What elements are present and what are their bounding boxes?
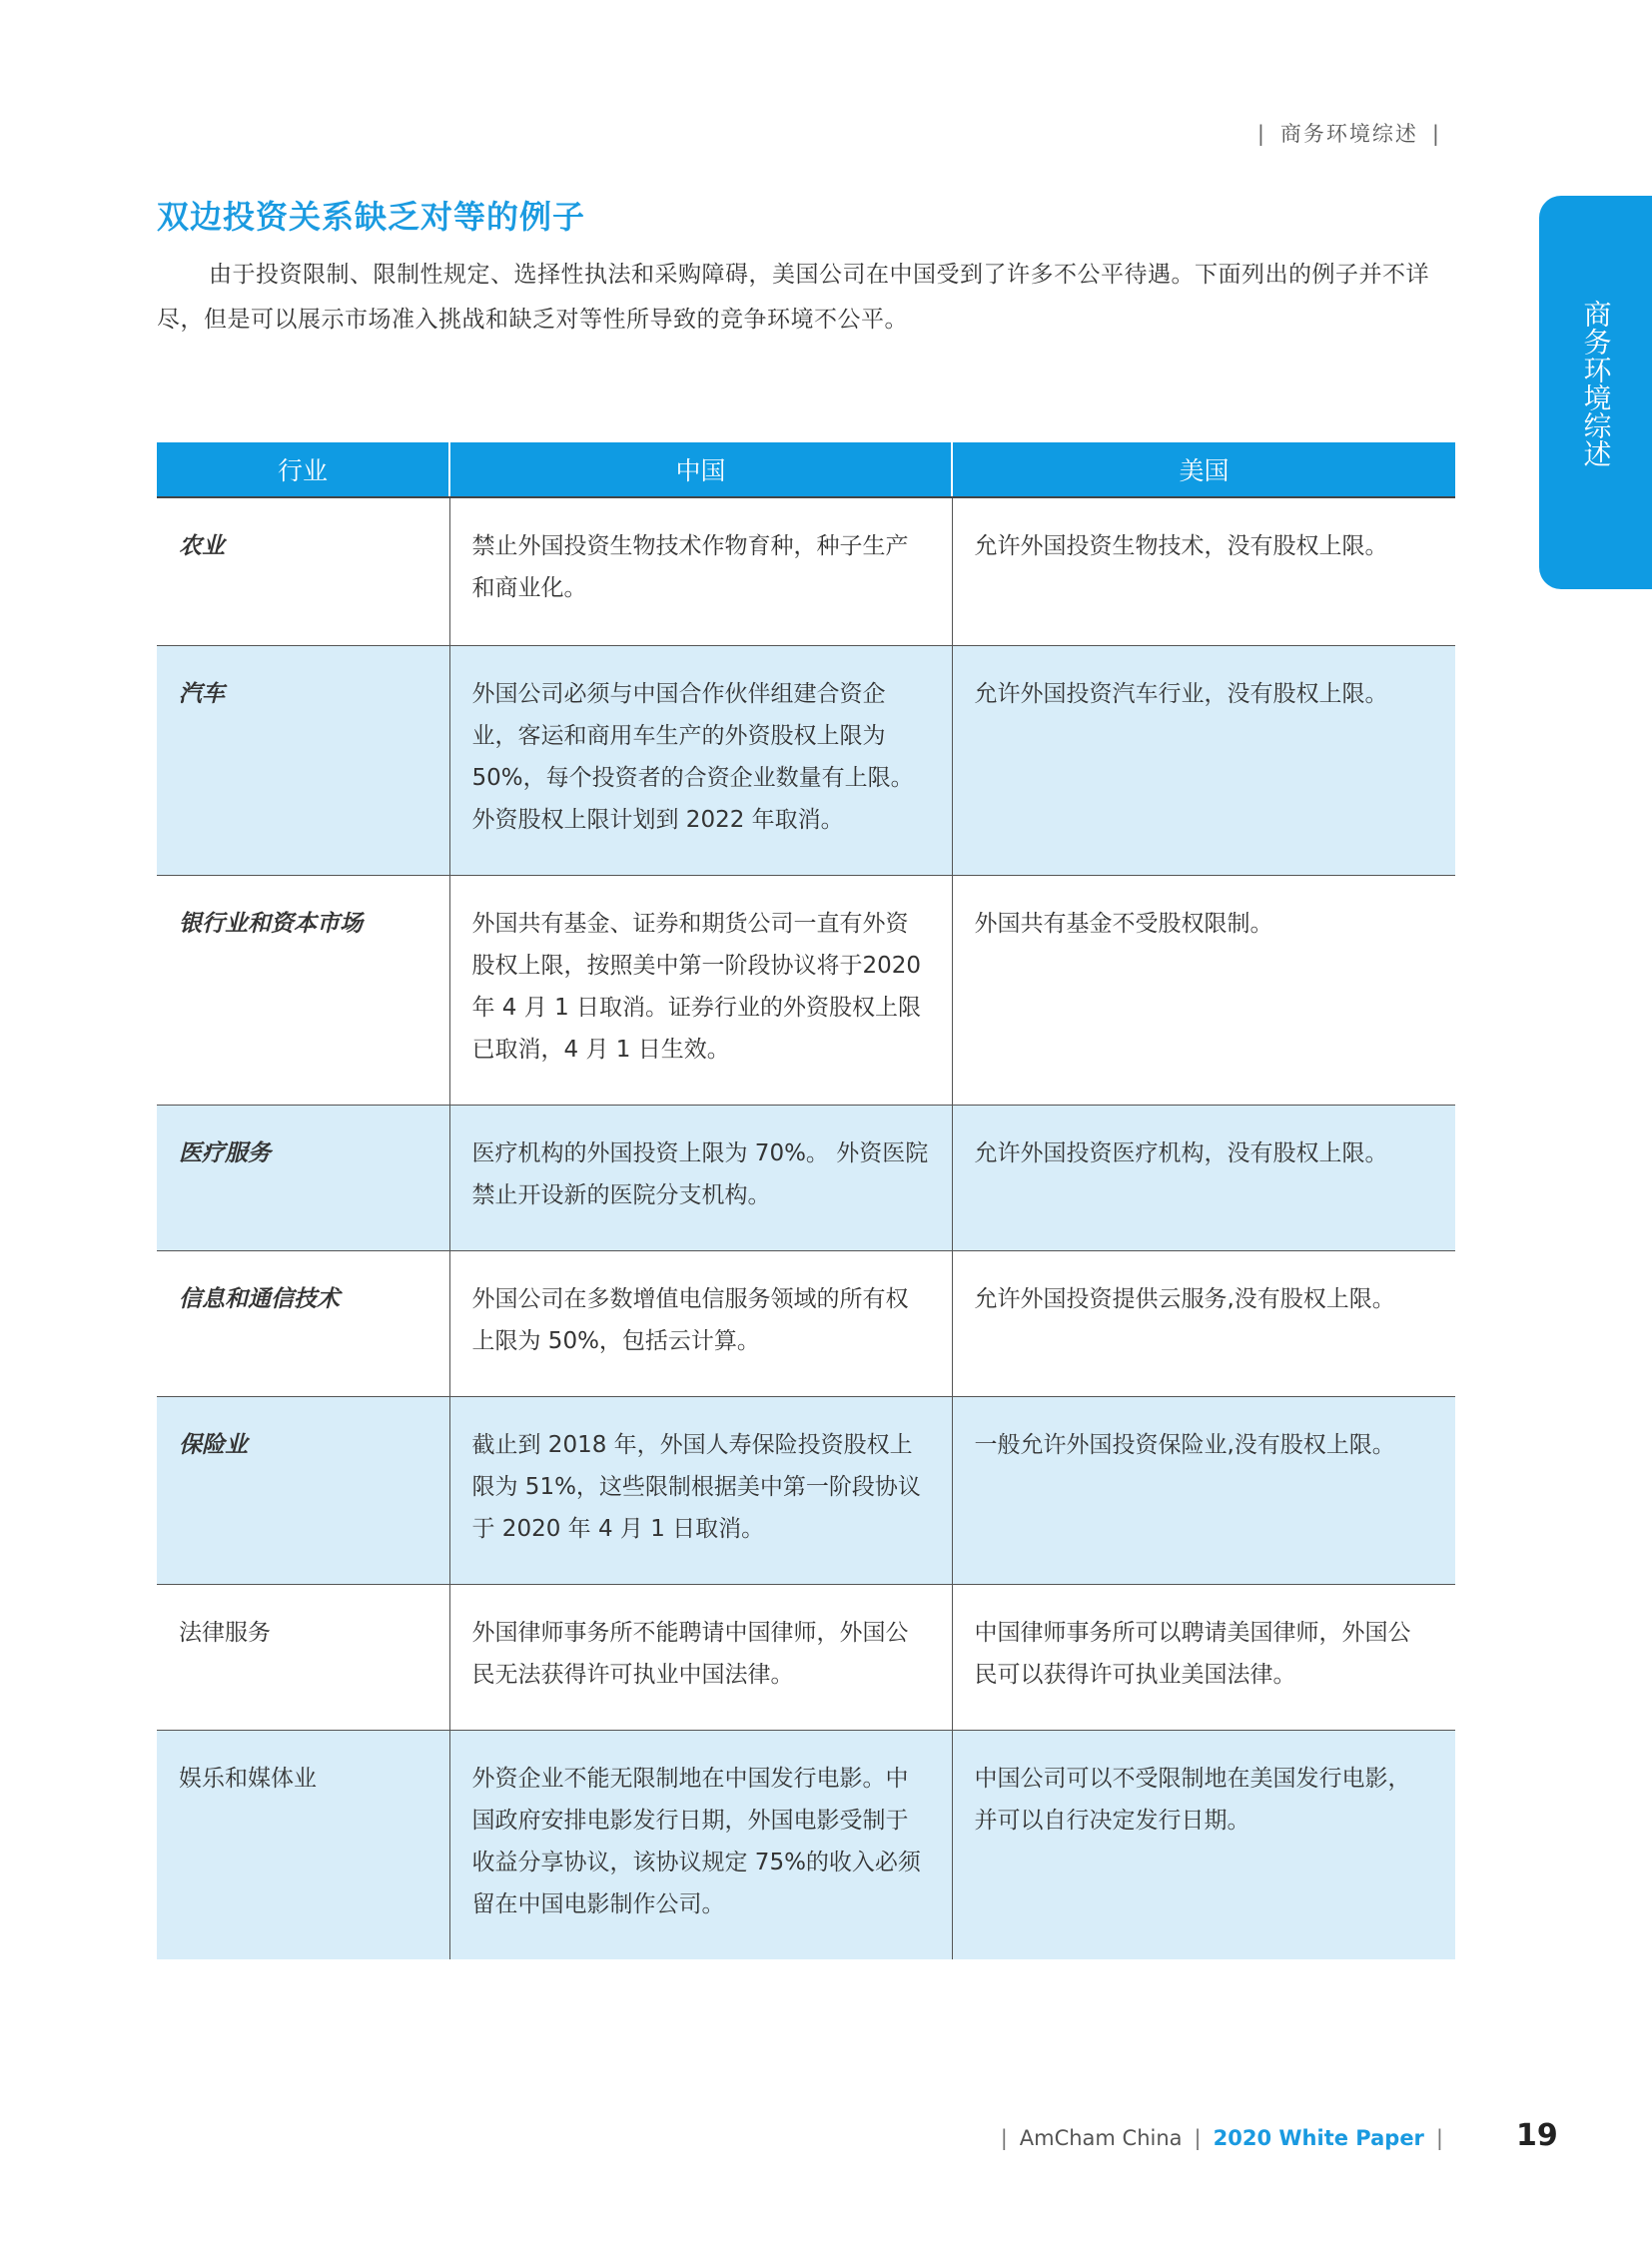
- header-section-label: 商务环境综述: [1279, 122, 1418, 146]
- sector-cell: 银行业和资本市场: [157, 875, 449, 1105]
- table-row: [157, 497, 1455, 645]
- us-cell: 允许外国投资汽车行业，没有股权上限。: [952, 645, 1455, 875]
- comparison-table: [157, 442, 1455, 1959]
- section-side-tab[interactable]: [1539, 196, 1652, 589]
- column-header-china: 中国: [449, 442, 952, 497]
- sector-cell: 保险业: [157, 1396, 449, 1584]
- table-row: [157, 1396, 1455, 1584]
- china-cell: 外国共有基金、证券和期货公司一直有外资股权上限，按照美中第一阶段协议将于2020 年 4 月 1 日取消。证券行业的外资股权上限已取消，4 月 1 日生效。: [449, 875, 952, 1105]
- china-cell: 医疗机构的外国投资上限为 70%。 外资医院禁止开设新的医院分支机构。: [449, 1105, 952, 1250]
- section-title: 双边投资关系缺乏对等的例子: [157, 198, 586, 236]
- side-tab-label: 商务环境综述: [1579, 300, 1613, 467]
- table-row: [157, 1105, 1455, 1250]
- sector-cell: 娱乐和媒体业: [157, 1730, 449, 1959]
- us-cell: 允许外国投资提供云服务,没有股权上限。: [952, 1250, 1455, 1396]
- page-number: 19: [1516, 2118, 1558, 2153]
- us-cell: 中国律师事务所可以聘请美国律师，外国公民可以获得许可执业美国法律。: [952, 1584, 1455, 1730]
- sector-cell: 汽车: [157, 645, 449, 875]
- us-cell: 允许外国投资生物技术，没有股权上限。: [952, 497, 1455, 645]
- table-row: [157, 645, 1455, 875]
- sector-cell: 法律服务: [157, 1584, 449, 1730]
- us-cell: 允许外国投资医疗机构，没有股权上限。: [952, 1105, 1455, 1250]
- china-cell: 外资企业不能无限制地在中国发行电影。中国政府安排电影发行日期，外国电影受制于收益分享协议，该协议规定 75%的收入必须留在中国电影制作公司。: [449, 1730, 952, 1959]
- footer-org: AmCham China: [1019, 2126, 1183, 2150]
- table-row: [157, 1250, 1455, 1396]
- column-header-us: 美国: [952, 442, 1455, 497]
- sector-cell: 医疗服务: [157, 1105, 449, 1250]
- us-cell: 一般允许外国投资保险业,没有股权上限。: [952, 1396, 1455, 1584]
- china-cell: 外国律师事务所不能聘请中国律师，外国公民无法获得许可执业中国法律。: [449, 1584, 952, 1730]
- footer-divider: |: [1000, 2126, 1008, 2150]
- table-row: [157, 1730, 1455, 1959]
- sector-cell: 信息和通信技术: [157, 1250, 449, 1396]
- us-cell: 中国公司可以不受限制地在美国发行电影，并可以自行决定发行日期。: [952, 1730, 1455, 1959]
- footer-divider: |: [1194, 2126, 1202, 2150]
- table-row: [157, 1584, 1455, 1730]
- footer-publication: 2020 White Paper: [1213, 2126, 1424, 2150]
- column-header-sector: 行业: [157, 442, 449, 497]
- us-cell: 外国共有基金不受股权限制。: [952, 875, 1455, 1105]
- intro-paragraph: 由于投资限制、限制性规定、选择性执法和采购障碍，美国公司在中国受到了许多不公平待遇。下面列出的例子并不详尽，但是可以展示市场准入挑战和缺乏对等性所导致的竞争环境不公平。: [157, 262, 1429, 333]
- china-cell: 外国公司在多数增值电信服务领域的所有权上限为 50%，包括云计算。: [449, 1250, 952, 1396]
- china-cell: 外国公司必须与中国合作伙伴组建合资企业，客运和商用车生产的外资股权上限为50%，每个投资者的合资企业数量有上限。外资股权上限计划到 2022 年取消。: [449, 645, 952, 875]
- page-footer: [989, 2126, 1455, 2150]
- running-header: [1243, 118, 1455, 148]
- header-divider: |: [1256, 122, 1266, 146]
- table-header-row: [157, 442, 1455, 497]
- china-cell: 截止到 2018 年，外国人寿保险投资股权上限为 51%，这些限制根据美中第一阶段协议于 2020 年 4 月 1 日取消。: [449, 1396, 952, 1584]
- footer-divider: |: [1435, 2126, 1443, 2150]
- sector-cell: 农业: [157, 497, 449, 645]
- header-divider: |: [1431, 122, 1441, 146]
- china-cell: 禁止外国投资生物技术作物育种，种子生产和商业化。: [449, 497, 952, 645]
- table-row: [157, 875, 1455, 1105]
